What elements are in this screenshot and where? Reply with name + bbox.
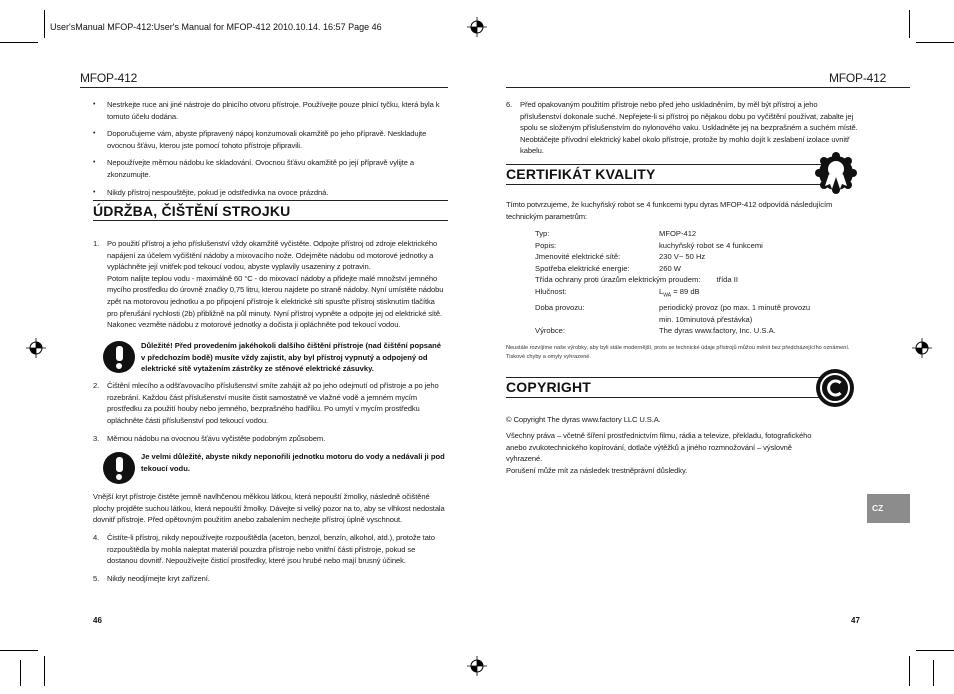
crop-mark	[20, 660, 21, 686]
notice-text: Neustále rozvíjíme naše výrobky, aby byli stále modernější, proto se technické údaje přístrojů můžou měnit bez předcházejícího oznámení. Tiskové chyby a omyly vyhrazené.	[506, 345, 850, 360]
crop-mark	[909, 656, 910, 686]
item-text: Čistíte-li přístroj, nikdy nepoužívejte rozpouštědla (aceton, benzol, benzín, alkohol, atd.), protože tato rozpouštědla by mohla naleptat materiál pouzdra přístroje nebo vnitřní části přístroje, pokud se dostanou dovnitř. Nepoužívejte čisticí prostředky, které jsou hrubé nebo mají brusný účinek.	[107, 533, 435, 566]
table-row	[535, 286, 810, 302]
registration-mark-icon	[467, 17, 487, 37]
top-rule-left	[80, 87, 448, 88]
table-row	[535, 240, 810, 252]
spec-value: The dyras www.factory, Inc. U.S.A.	[659, 326, 776, 336]
spec-label: Třída ochrany proti úrazům elektrickým proudem:	[535, 275, 701, 285]
model-label-left: MFOP-412	[80, 71, 138, 85]
warning-exclamation-icon	[103, 341, 135, 373]
spec-value-suffix: = 89 dB	[671, 286, 700, 296]
table-row	[535, 251, 810, 263]
item-number: 3.	[93, 434, 100, 443]
section-title-maintenance: ÚDRŽBA, ČIŠTĚNÍ STROJKU	[93, 203, 291, 219]
section-rule	[506, 164, 822, 165]
spec-value: 260 W	[659, 263, 681, 273]
list-item: • Doporučujeme vám, abyste připravený nápoj konzumovali okamžitě po jeho přípravě. Neskladujte ovocnou šťávu, kterou jste pomocí tohoto přístroje připravili.	[93, 128, 445, 151]
spec-label: Hlučnost:	[535, 286, 567, 296]
crop-mark	[916, 42, 954, 43]
item-number: 5.	[93, 574, 100, 583]
list-item: • Nikdy přístroj nespouštějte, pokud je odstředivka na ovoce prázdná.	[93, 187, 445, 199]
item-5	[93, 573, 445, 585]
item-number: 6.	[506, 100, 513, 109]
table-row	[535, 325, 810, 337]
section-title-copyright: COPYRIGHT	[506, 379, 592, 395]
spec-value: periodický provoz (po max. 1 minutě provozu	[659, 303, 811, 313]
spec-value: kuchyňský robot se 4 funkcemi	[659, 240, 763, 250]
spec-value: L	[659, 286, 664, 296]
spec-value: MFOP-412	[659, 229, 697, 238]
list-item: • Nestrkejte ruce ani jiné nástroje do plnicího otvoru přístroje. Používejte pouze plnicí tyčku, která byla k tomuto účelu dodána.	[93, 99, 445, 122]
model-label-right: MFOP-412	[829, 71, 887, 85]
section-title-certificate: CERTIFIKÁT KVALITY	[506, 166, 656, 182]
rights-text-line: Všechny práva – včetně šíření prostřednictvím filmu, rádia a televize, překladu, fotografického anebo zvukotechnického kopírování, dotlače výtěžků a jiného rozmnožování – výslovně vyhrazené.	[506, 431, 812, 464]
rights-text	[506, 430, 826, 476]
crop-mark	[916, 650, 954, 651]
warning-exclamation-icon	[103, 452, 135, 484]
spec-value: 230 V~ 50 Hz	[659, 252, 706, 262]
spec-label: Spotřeba elektrické energie:	[535, 263, 630, 273]
item-1	[93, 238, 445, 331]
item-text: Potom nalijte teplou vodu - maximálně 60 °C - do mixovací nádoby a přidejte malé množství jemného mycího prostředku do úrovně značky 0,75 litru, kterou najdete po straně nádoby. Nyní umístěte nádobu zpět na motorovou jednotku a po připojení přístroje k elektrické síti spusťte přístroj stisknutím tlačítka pro přerušání rychlosti (2b) přibližně na půl minuty. Nyní přístroj vypněte a odpojte jej od elektrické sítě. Nakonec vezměte nádobu z motorové jednotky a dočista ji opláchněte pod tekoucí vodou.	[107, 273, 444, 330]
warning-text: Důležité! Před provedením jakéhokoli dalšího čištění přístroje (nad čištění popsané v předchozím bodě) musíte vždy zajistit, aby byl přístroj vypnutý a odpojený od elektrické sítě vytažením zástrčky ze stěnové elektrické zásuvky.	[141, 341, 442, 374]
spec-value: min. 10minutová přestávka)	[659, 314, 753, 324]
section-rule	[93, 200, 448, 201]
spec-subscript: WA	[663, 292, 672, 299]
cert-intro: Tímto potvrzujeme, že kuchyňský robot se 4 funkcemi typu dyras MFOP-412 odpovídá následujícím technickým parametrům:	[506, 200, 833, 221]
top-rule-right	[506, 87, 910, 88]
crop-mark	[933, 660, 934, 686]
section-rule	[93, 220, 448, 221]
item-number: 1.	[93, 239, 100, 248]
language-tab-label: CZ	[872, 503, 884, 513]
rights-text-line: Porušení může mít za následek trestněprávní důsledky.	[506, 465, 688, 475]
paragraph: Vnější kryt přístroje čistěte jemně navlhčenou měkkou látkou, která nepouští žmolky, následně očištěné plochy projděte suchou látkou, která nepouští žmolky. Dávejte si velký pozor na to, aby se vlhkost nedostala dovnitř přístroje. Před opětovným použitím anebo zabalením nechejte přístroj úplně vyschnout.	[93, 492, 445, 525]
spec-label: Doba provozu:	[535, 303, 585, 313]
list-item: • Nepoužívejte měrnou nádobu ke skladování. Ovocnou šťávu okamžitě po její přípravě vylijte a zkonzumujte.	[93, 157, 445, 180]
item-text: Čištění mlecího a odšťavovacího příslušenství smíte zahájit až po jeho odejmutí od přístroje a po jeho rozebrání. Každou část příslušenství musíte čistit samostatně ve vlažné vodě a jemném mycím prostředku za použití houby nebo jemného, bezprašného hadříku. Po umytí v mycím prostředku opláchněte části příslušenství pod tekoucí vodou.	[107, 381, 439, 425]
warning-text: Je velmi důležité, abyste nikdy neponořili jednotku motoru do vody a nedávali ji pod tekoucí vodu.	[141, 452, 445, 473]
copyright-line: © Copyright The dyras www.factory LLC U.S.A.	[506, 415, 661, 424]
item-4	[93, 532, 445, 567]
section-rule	[506, 184, 822, 185]
item-3	[93, 433, 445, 445]
item-text: Před opakovaným použitím přístroje nebo před jeho uskladněním, by měl být přístroj a jeho příslušenství dokonale suché. Nepřejete-li si přístroj po nějakou dobu po vyčištění používat, zabalte jej spolu se složeným příslušenstvím do nylonového vaku. Uskladněte jej na bezprašném a suchém místě. Neobtáčejte přívodní elektrický kabel okolo přístroje, protože by mohlo dojít k zeslabení izolace uvnitř kabelu.	[520, 100, 858, 156]
spec-label: Popis:	[535, 240, 557, 250]
copyright-icon	[815, 368, 855, 408]
bullet-list	[93, 99, 445, 204]
spec-label: Výrobce:	[535, 326, 565, 336]
quality-rosette-icon	[815, 152, 857, 194]
spec-value: třída II	[716, 275, 738, 285]
item-number: 2.	[93, 381, 100, 390]
crop-mark	[44, 656, 45, 686]
registration-mark-icon	[26, 338, 46, 358]
registration-mark-icon	[467, 656, 487, 676]
crop-mark	[909, 10, 910, 38]
table-row	[535, 302, 810, 325]
table-row	[535, 228, 810, 240]
item-6	[506, 99, 858, 157]
language-tab	[867, 494, 910, 523]
spec-label: Jmenovité elektrické sítě:	[535, 252, 621, 262]
table-row	[535, 263, 810, 275]
crop-mark	[0, 650, 38, 651]
page-number-right: 47	[851, 616, 860, 625]
print-header: User'sManual MFOP-412:User's Manual for MFOP-412 2010.10.14. 16:57 Page 46	[50, 22, 382, 32]
item-number: 4.	[93, 533, 100, 542]
crop-mark	[44, 10, 45, 38]
spec-table	[535, 228, 810, 337]
item-text: Nikdy neodjímejte kryt zařízení.	[107, 574, 210, 583]
section-rule	[506, 377, 822, 378]
item-text: Po použití přístroj a jeho příslušenství vždy okamžitě vyčistěte. Odpojte přístroj od zdroje elektrického napájení za účelem vyčištění nádoby a mixovacího nože. Odejměte nádobu od motorové jednotky a vypláchněte její vnitřek pod tekoucí vodou, abyste vyplavily usazeniny z potravin.	[107, 239, 438, 272]
page-number-left: 46	[93, 616, 102, 625]
item-2	[93, 380, 445, 426]
registration-mark-icon	[912, 338, 932, 358]
spec-label: Typ:	[535, 229, 550, 238]
item-text: Měrnou nádobu na ovocnou šťávu vyčistěte podobným způsobem.	[107, 434, 326, 443]
crop-mark	[0, 42, 38, 43]
section-rule	[506, 397, 822, 398]
table-row	[535, 274, 810, 286]
